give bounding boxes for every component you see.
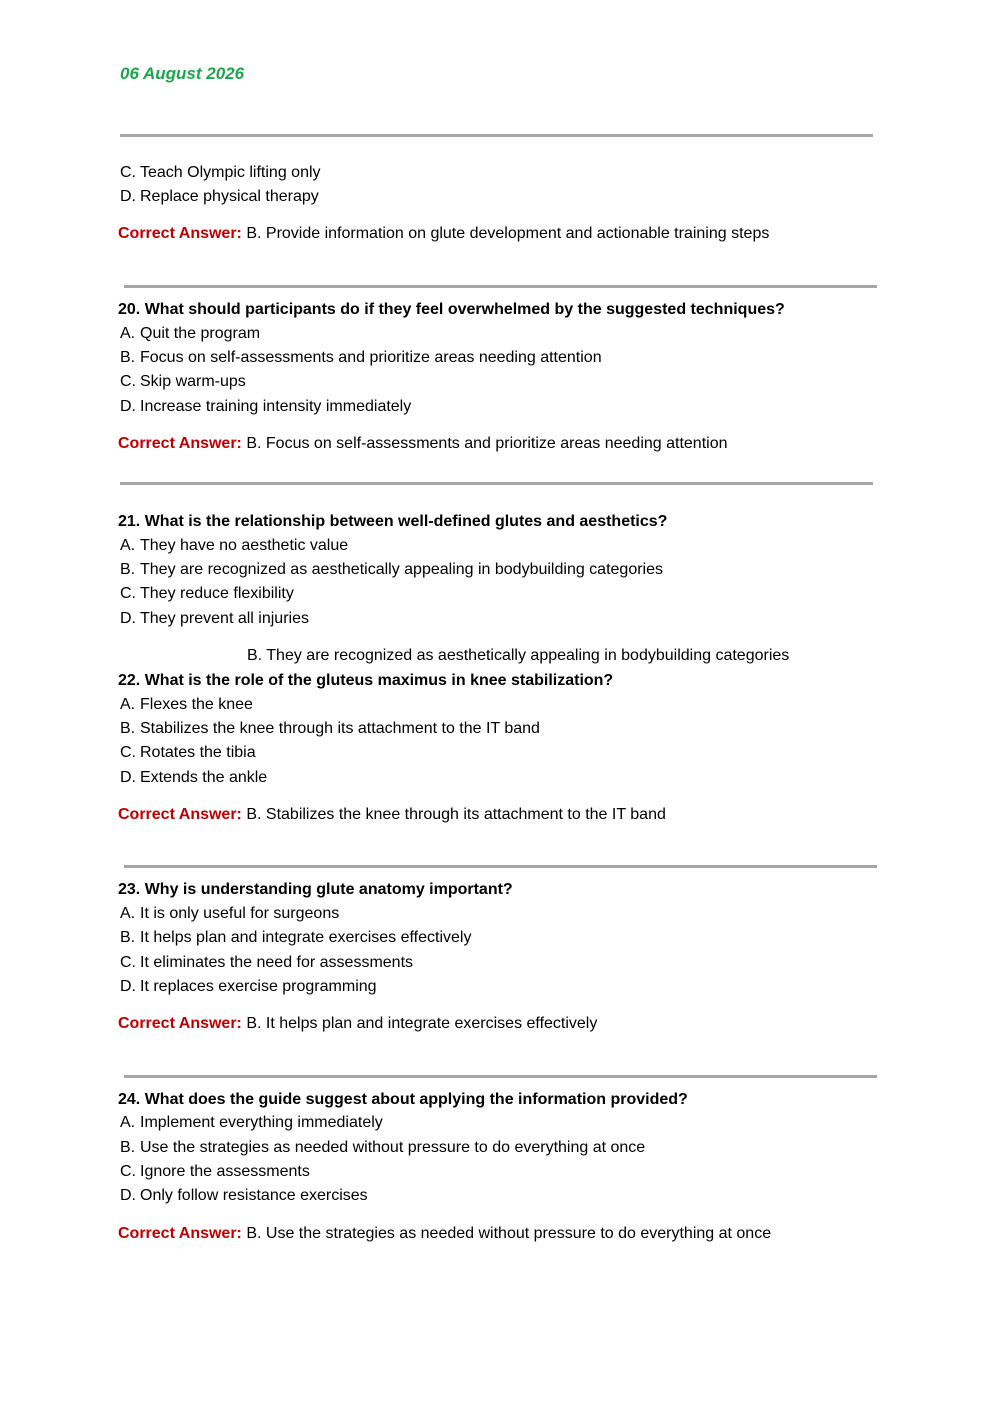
option-letter: A.: [120, 696, 136, 713]
option-item: [120, 536, 348, 556]
option-text: They are recognized as aesthetically appealing in bodybuilding categories: [140, 561, 663, 578]
option-letter: D.: [120, 1187, 136, 1204]
option-letter: B.: [120, 561, 136, 578]
question-title: 22. What is the role of the gluteus maximus in knee stabilization?: [118, 672, 614, 689]
option-item: [120, 1162, 310, 1182]
option-text: Teach Olympic lifting only: [140, 164, 321, 181]
option-item: [120, 348, 602, 368]
question-title: 23. Why is understanding glute anatomy important?: [118, 881, 513, 898]
correct-answer-text: B. Stabilizes the knee through its attachment to the IT band: [246, 806, 666, 823]
option-letter: C.: [120, 585, 136, 602]
option-item: [120, 609, 309, 629]
option-letter: C.: [120, 164, 136, 181]
option-item: [120, 584, 294, 604]
option-letter: B.: [120, 929, 136, 946]
option-letter: C.: [120, 744, 136, 761]
option-item: [120, 1113, 383, 1133]
correct-answer-label: Correct Answer:: [118, 1225, 242, 1242]
correct-answer-label: Correct Answer:: [118, 1015, 242, 1032]
option-text: Focus on self-assessments and prioritize areas needing attention: [140, 349, 602, 366]
option-text: It replaces exercise programming: [140, 978, 377, 995]
option-letter: A.: [120, 325, 136, 342]
question-title: 21. What is the relationship between well-defined glutes and aesthetics?: [118, 513, 668, 530]
option-item: [120, 695, 253, 715]
correct-answer: [118, 1014, 597, 1034]
option-text: They reduce flexibility: [140, 585, 294, 602]
correct-answer: [118, 805, 666, 825]
option-text: They prevent all injuries: [140, 610, 309, 627]
option-text: Rotates the tibia: [140, 744, 256, 761]
option-item: [120, 928, 471, 948]
option-letter: C.: [120, 373, 136, 390]
option-item: [120, 163, 321, 183]
divider: [124, 285, 877, 288]
option-text: Use the strategies as needed without pressure to do everything at once: [140, 1139, 646, 1156]
option-item: [120, 560, 663, 580]
correct-answer-label: Correct Answer:: [118, 225, 242, 242]
option-letter: D.: [120, 610, 136, 627]
option-item: [120, 397, 411, 417]
option-text: Implement everything immediately: [140, 1114, 383, 1131]
divider: [120, 482, 873, 485]
option-item: [120, 324, 260, 344]
correct-answer-text: B. Use the strategies as needed without pressure to do everything at once: [246, 1225, 772, 1242]
option-item: [120, 1138, 645, 1158]
correct-answer-text: B. Focus on self-assessments and prioritize areas needing attention: [246, 435, 728, 452]
option-letter: C.: [120, 954, 136, 971]
option-text: Ignore the assessments: [140, 1163, 310, 1180]
page-date: 06 August 2026: [120, 64, 245, 83]
option-letter: C.: [120, 1163, 136, 1180]
option-text: They have no aesthetic value: [140, 537, 349, 554]
option-item: [120, 187, 319, 207]
option-letter: D.: [120, 769, 136, 786]
divider: [124, 1075, 877, 1078]
divider: [120, 134, 873, 137]
option-letter: D.: [120, 398, 136, 415]
option-letter: A.: [120, 1114, 136, 1131]
correct-answer-label: Correct Answer:: [118, 806, 242, 823]
option-letter: A.: [120, 537, 136, 554]
option-text: Flexes the knee: [140, 696, 253, 713]
question-title: 20. What should participants do if they feel overwhelmed by the suggested techniques?: [118, 301, 785, 318]
option-item: [120, 768, 267, 788]
correct-answer: [118, 224, 769, 244]
option-item: [120, 953, 413, 973]
option-item: [120, 977, 377, 997]
option-item: [120, 372, 246, 392]
option-letter: D.: [120, 978, 136, 995]
option-text: It is only useful for surgeons: [140, 905, 340, 922]
option-letter: B.: [120, 1139, 136, 1156]
option-item: [120, 904, 339, 924]
divider: [124, 865, 877, 868]
question-title: 24. What does the guide suggest about applying the information provided?: [118, 1091, 688, 1108]
option-text: It eliminates the need for assessments: [140, 954, 414, 971]
correct-answer-label: Correct Answer:: [118, 435, 242, 452]
option-text: Stabilizes the knee through its attachment to the IT band: [140, 720, 540, 737]
option-letter: D.: [120, 188, 136, 205]
option-letter: B.: [120, 349, 136, 366]
correct-answer: [118, 434, 728, 454]
option-item: [120, 719, 540, 739]
option-text: Quit the program: [140, 325, 261, 342]
option-text: It helps plan and integrate exercises effectively: [140, 929, 472, 946]
option-letter: B.: [120, 720, 136, 737]
option-text: Replace physical therapy: [140, 188, 319, 205]
option-text: Only follow resistance exercises: [140, 1187, 368, 1204]
option-item: [120, 743, 256, 763]
option-text: Extends the ankle: [140, 769, 268, 786]
option-letter: A.: [120, 905, 136, 922]
correct-answer-text: B. It helps plan and integrate exercises effectively: [246, 1015, 598, 1032]
correct-answer-text: B. They are recognized as aesthetically appealing in bodybuilding categories: [247, 647, 790, 664]
option-text: Increase training intensity immediately: [140, 398, 412, 415]
option-text: Skip warm-ups: [140, 373, 246, 390]
correct-answer: [118, 1224, 771, 1244]
correct-answer-text: B. Provide information on glute development and actionable training steps: [246, 225, 770, 242]
option-item: [120, 1186, 368, 1206]
